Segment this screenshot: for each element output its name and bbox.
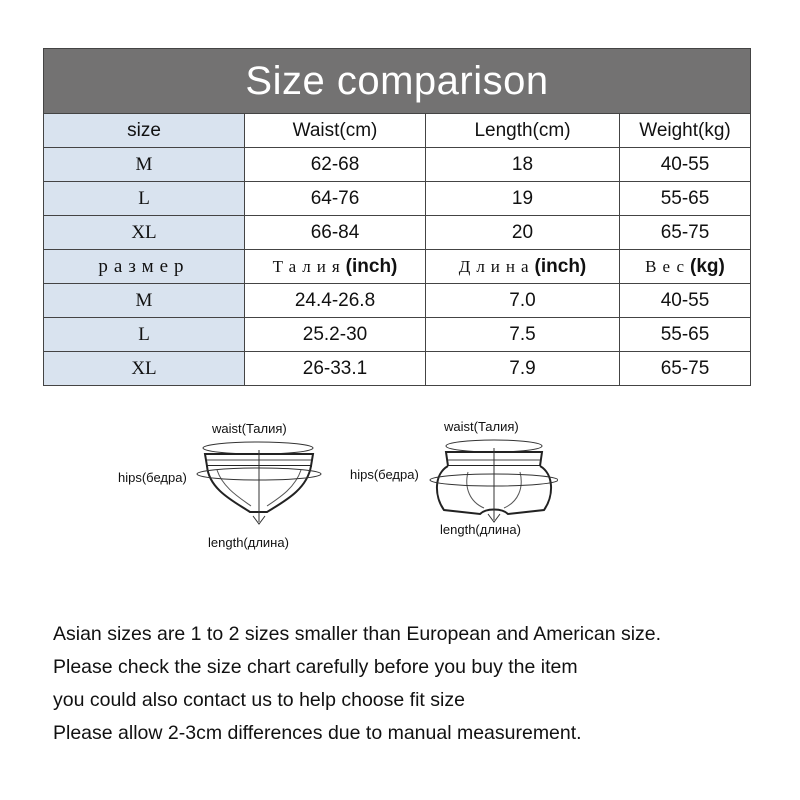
size-notes (53, 618, 661, 750)
length-label: length(длина) (440, 522, 521, 537)
waist-cm-header: Waist(cm) (245, 114, 426, 148)
length-label: length(длина) (208, 535, 289, 550)
waist-cell: 26-33.1 (245, 352, 426, 386)
table-row (44, 216, 751, 250)
size-table (43, 48, 751, 386)
waist-cell: 66-84 (245, 216, 426, 250)
cm-header-row (44, 114, 751, 148)
boxers-illustration-icon (428, 438, 558, 528)
size-header: size (44, 114, 245, 148)
length-cm-header: Length(cm) (426, 114, 620, 148)
weight-ru-label: Вес (645, 256, 691, 276)
weight-cell: 65-75 (620, 216, 751, 250)
note-line: you could also contact us to help choose fit size (53, 689, 465, 711)
length-cell: 7.5 (426, 318, 620, 352)
weight-ru-header (620, 250, 751, 284)
note-line: Asian sizes are 1 to 2 sizes smaller than European and American size. (53, 623, 662, 645)
waist-cell: 24.4-26.8 (245, 284, 426, 318)
weight-kg-header: Weight(kg) (620, 114, 751, 148)
briefs-illustration-icon (195, 440, 325, 530)
waist-label: waist(Талия) (444, 419, 519, 434)
table-title: Size comparison (44, 49, 751, 114)
length-unit-label: (inch) (534, 255, 587, 277)
hips-label: hips(бедра) (350, 467, 419, 482)
size-cell: XL (44, 216, 245, 250)
weight-cell: 55-65 (620, 182, 751, 216)
table-row (44, 318, 751, 352)
size-cell: XL (44, 352, 245, 386)
waist-unit-label: (inch) (345, 255, 398, 277)
length-cell: 18 (426, 148, 620, 182)
weight-cell: 65-75 (620, 352, 751, 386)
length-ru-label: Длина (458, 256, 535, 276)
size-cell: L (44, 182, 245, 216)
waist-cell: 25.2-30 (245, 318, 426, 352)
waist-cell: 62-68 (245, 148, 426, 182)
note-line: Please allow 2-3cm differences due to manual measurement. (53, 722, 582, 744)
table-row (44, 182, 751, 216)
hips-label: hips(бедра) (118, 470, 187, 485)
weight-unit-label: (kg) (690, 255, 725, 277)
length-cell: 7.9 (426, 352, 620, 386)
size-cell: M (44, 284, 245, 318)
table-row (44, 284, 751, 318)
size-cell: L (44, 318, 245, 352)
length-cell: 19 (426, 182, 620, 216)
weight-cell: 40-55 (620, 284, 751, 318)
waist-inch-header (245, 250, 426, 284)
inch-header-row (44, 250, 751, 284)
length-cell: 7.0 (426, 284, 620, 318)
waist-cell: 64-76 (245, 182, 426, 216)
weight-cell: 55-65 (620, 318, 751, 352)
length-inch-header (426, 250, 620, 284)
table-row (44, 352, 751, 386)
weight-cell: 40-55 (620, 148, 751, 182)
length-cell: 20 (426, 216, 620, 250)
waist-label: waist(Талия) (212, 421, 287, 436)
size-header-ru: размер (44, 250, 245, 284)
table-row (44, 148, 751, 182)
size-cell: M (44, 148, 245, 182)
note-line: Please check the size chart carefully before you buy the item (53, 656, 578, 678)
waist-ru-label: Талия (272, 256, 346, 276)
